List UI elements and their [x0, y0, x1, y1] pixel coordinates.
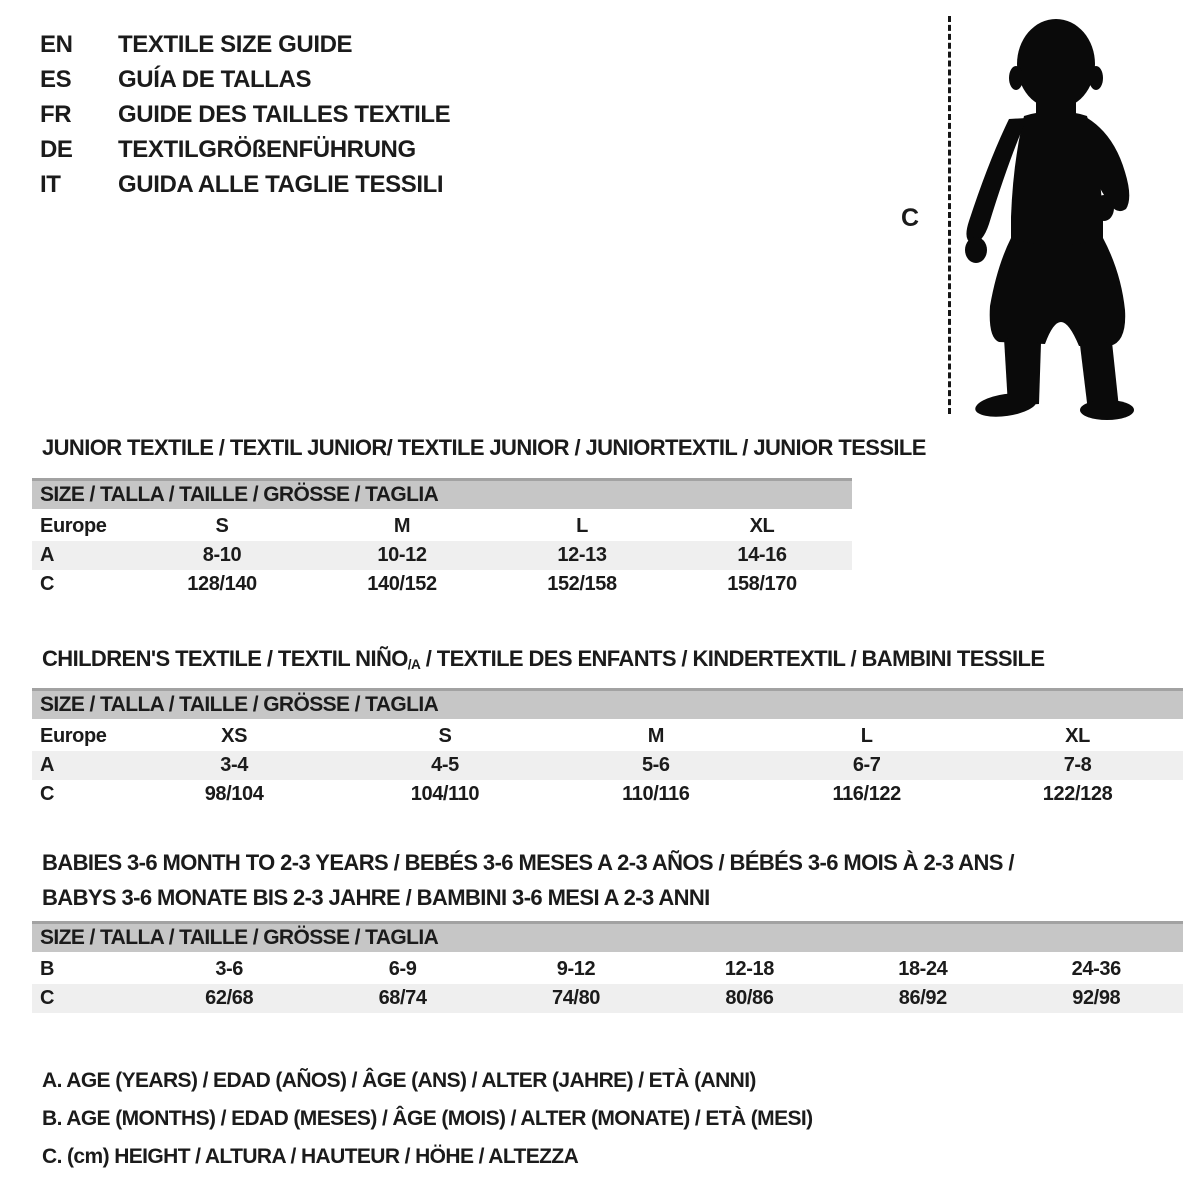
value-cell: 14-16 — [737, 544, 787, 566]
value-cell: 10-12 — [377, 544, 427, 566]
size-cell: L — [860, 725, 873, 747]
value-cell: 24-36 — [1071, 958, 1121, 980]
value-cell: 80/86 — [725, 987, 774, 1009]
value-cell: 9-12 — [556, 958, 596, 980]
size-header-bar: SIZE / TALLA / TAILLE / GRÖSSE / TAGLIA — [32, 921, 1183, 952]
value-cell: 12-13 — [557, 544, 607, 566]
value-cell: 122/128 — [1042, 783, 1113, 805]
measurement-legend — [42, 1062, 813, 1176]
children-section-title — [42, 641, 1044, 682]
value-cell: 92/98 — [1072, 987, 1121, 1009]
value-cell: 158/170 — [727, 573, 797, 595]
babies-title-line1: BABIES 3-6 MONTH TO 2-3 YEARS / BEBÉS 3-6 MESES A 2-3 AÑOS / BÉBÉS 3-6 MOIS À 2-3 ANS / — [42, 850, 1014, 875]
lang-title: GUÍA DE TALLAS — [118, 66, 312, 93]
value-cell: 7-8 — [1063, 754, 1092, 776]
size-cell: XL — [749, 515, 775, 537]
lang-title: TEXTILE SIZE GUIDE — [118, 31, 353, 58]
babies-size-table — [32, 921, 1183, 1013]
row-label: C — [40, 783, 55, 805]
legend-line-b: B. AGE (MONTHS) / EDAD (MESES) / ÂGE (MOIS) / ALTER (MONATE) / ETÀ (MESI) — [42, 1107, 813, 1130]
lang-row-es — [40, 62, 450, 97]
value-cell: 86/92 — [898, 987, 947, 1009]
lang-title: TEXTILGRÖßENFÜHRUNG — [118, 136, 416, 163]
value-cell: 4-5 — [431, 754, 459, 776]
lang-title: GUIDA ALLE TAGLIE TESSILI — [118, 171, 444, 198]
size-cell: XS — [221, 725, 248, 747]
junior-section-title: JUNIOR TEXTILE / TEXTIL JUNIOR/ TEXTILE JUNIOR / JUNIORTEXTIL / JUNIOR TESSILE — [42, 435, 926, 460]
row-label: Europe — [40, 515, 107, 537]
children-title-sub: /A — [407, 657, 421, 672]
size-header-bar: SIZE / TALLA / TAILLE / GRÖSSE / TAGLIA — [32, 478, 852, 509]
value-cell: 68/74 — [378, 987, 427, 1009]
size-cell: M — [647, 725, 664, 747]
lang-code: EN — [40, 31, 73, 58]
lang-code: IT — [40, 171, 61, 198]
height-measure-line — [948, 16, 951, 414]
babies-section-title — [42, 845, 1014, 915]
children-title-main: CHILDREN'S TEXTILE / TEXTIL NIÑO — [42, 646, 408, 671]
table-row — [32, 541, 852, 570]
size-cell: M — [393, 515, 411, 537]
table-row — [32, 722, 1183, 751]
table-row — [32, 512, 852, 541]
children-size-table — [32, 688, 1183, 809]
value-cell: 104/110 — [410, 783, 480, 805]
table-row — [32, 751, 1183, 780]
value-cell: 140/152 — [367, 573, 437, 595]
size-cell: L — [576, 515, 588, 537]
row-label: C — [40, 573, 55, 595]
value-cell: 110/116 — [622, 783, 690, 805]
lang-code: FR — [40, 101, 72, 128]
language-title-block — [40, 27, 450, 202]
legend-line-a: A. AGE (YEARS) / EDAD (AÑOS) / ÂGE (ANS) / ALTER (JAHRE) / ETÀ (ANNI) — [42, 1069, 756, 1092]
size-cell: S — [215, 515, 229, 537]
lang-row-fr — [40, 97, 450, 132]
row-label: Europe — [40, 725, 107, 747]
children-title-rest: / TEXTILE DES ENFANTS / KINDERTEXTIL / BAMBINI TESSILE — [420, 646, 1045, 671]
size-cell: S — [438, 725, 452, 747]
value-cell: 3-6 — [215, 958, 244, 980]
value-cell: 116/122 — [832, 783, 901, 805]
lang-code: ES — [40, 66, 72, 93]
lang-row-en — [40, 27, 450, 62]
value-cell: 152/158 — [547, 573, 617, 595]
height-measure-label: C — [901, 204, 919, 232]
row-label: B — [40, 958, 55, 980]
lang-row-de — [40, 132, 450, 167]
value-cell: 6-9 — [388, 958, 417, 980]
size-cell: XL — [1065, 725, 1090, 747]
legend-line-c: C. (cm) HEIGHT / ALTURA / HAUTEUR / HÖHE / ALTEZZA — [42, 1145, 579, 1168]
table-row — [32, 984, 1183, 1013]
junior-size-table — [32, 478, 852, 599]
value-cell: 12-18 — [724, 958, 774, 980]
row-label: C — [40, 987, 55, 1009]
value-cell: 5-6 — [641, 754, 670, 776]
value-cell: 18-24 — [898, 958, 948, 980]
babies-title-line2: BABYS 3-6 MONATE BIS 2-3 JAHRE / BAMBINI 3-6 MESI A 2-3 ANNI — [42, 885, 710, 910]
row-label: A — [40, 754, 55, 776]
lang-code: DE — [40, 136, 73, 163]
value-cell: 74/80 — [551, 987, 601, 1009]
table-row — [32, 955, 1183, 984]
value-cell: 8-10 — [202, 544, 242, 566]
row-label: A — [40, 544, 55, 566]
toddler-silhouette-icon — [960, 12, 1144, 424]
value-cell: 62/68 — [205, 987, 254, 1009]
size-header-bar: SIZE / TALLA / TAILLE / GRÖSSE / TAGLIA — [32, 688, 1183, 719]
value-cell: 3-4 — [220, 754, 248, 776]
table-row — [32, 570, 852, 599]
lang-row-it — [40, 167, 450, 202]
value-cell: 98/104 — [204, 783, 264, 805]
value-cell: 128/140 — [187, 573, 257, 595]
table-row — [32, 780, 1183, 809]
lang-title: GUIDE DES TAILLES TEXTILE — [118, 101, 451, 128]
value-cell: 6-7 — [852, 754, 881, 776]
